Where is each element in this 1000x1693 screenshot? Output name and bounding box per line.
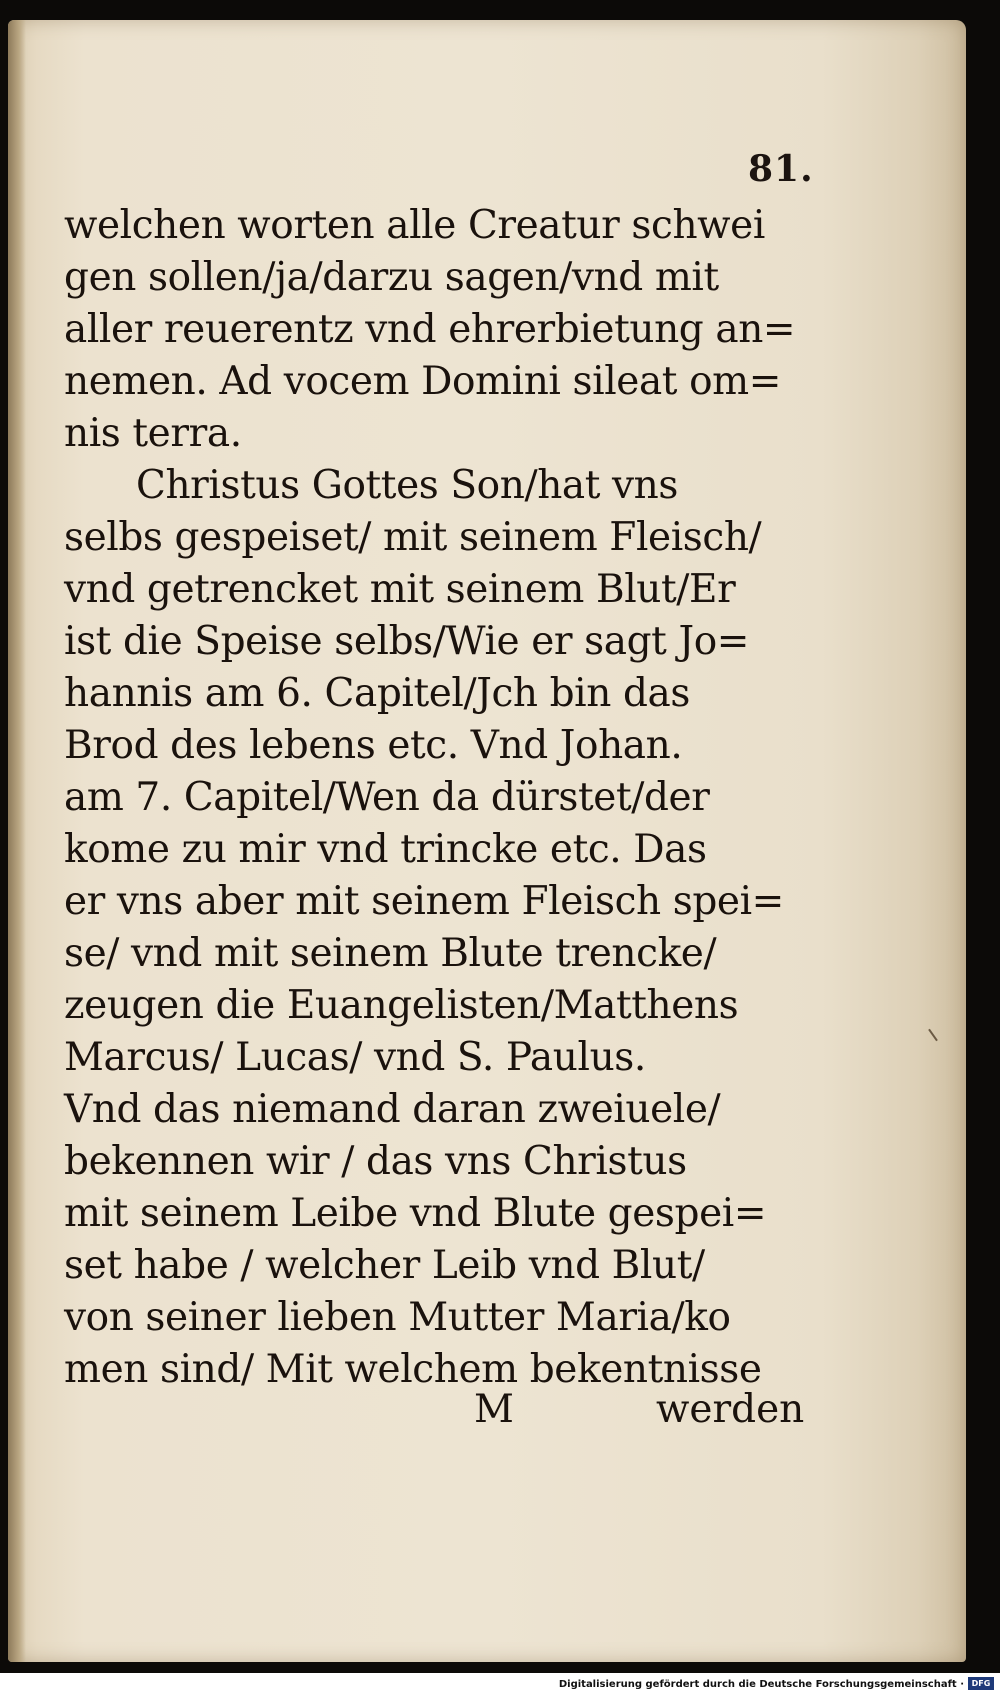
text-line: mit seinem Leibe vnd Blute gespei= <box>64 1191 767 1236</box>
text-line: er vns aber mit seinem Fleisch spei= <box>64 879 784 924</box>
text-line: men sind/ Mit welchem bekentnisse <box>64 1347 762 1392</box>
text-line: hannis am 6. Capitel/Jch bin das <box>64 671 690 716</box>
text-line: Brod des lebens etc. Vnd Johan. <box>64 723 683 768</box>
text-line: gen sollen/ja/darzu sagen/vnd mit <box>64 255 719 300</box>
text-line: set habe / welcher Leib vnd Blut/ <box>64 1243 705 1288</box>
folio-number: 81. <box>748 148 814 190</box>
footer-bar <box>0 1673 1000 1693</box>
text-line: kome zu mir vnd trincke etc. Das <box>64 827 707 872</box>
text-line: ist die Speise selbs/Wie er sagt Jo= <box>64 619 750 664</box>
text-line: zeugen die Euangelisten/Matthens <box>64 983 739 1028</box>
text-line: nemen. Ad vocem Domini sileat om= <box>64 359 782 404</box>
text-line: Vnd das niemand daran zweiuele/ <box>64 1087 721 1132</box>
digitization-credit: Digitalisierung gefördert durch die Deutsche Forschungsgemeinschaft · <box>558 1679 964 1690</box>
text-line: von seiner lieben Mutter Maria/ko <box>64 1295 731 1340</box>
page-gutter <box>8 20 26 1662</box>
catchword: werden <box>656 1387 805 1432</box>
text-line: bekennen wir / das vns Christus <box>64 1139 687 1184</box>
text-line: Marcus/ Lucas/ vnd S. Paulus. <box>64 1035 646 1080</box>
text-line: am 7. Capitel/Wen da dürstet/der <box>64 775 710 820</box>
catchword-line <box>64 1384 824 1436</box>
signature-mark: M <box>474 1387 514 1432</box>
text-line: selbs gespeiset/ mit seinem Fleisch/ <box>64 515 762 560</box>
book-page <box>8 20 966 1662</box>
text-line: welchen worten alle Creatur schwei <box>64 203 765 248</box>
text-line: aller reuerentz vnd ehrerbietung an= <box>64 307 796 352</box>
text-line: vnd getrencket mit seinem Blut/Er <box>64 567 736 612</box>
text-line: nis terra. <box>64 411 242 456</box>
paragraph-start-line: Christus Gottes Son/hat vns <box>136 463 679 508</box>
margin-mark <box>928 1029 938 1042</box>
dfg-logo: DFG <box>968 1677 994 1690</box>
text-block <box>64 200 824 1396</box>
text-line: se/ vnd mit seinem Blute trencke/ <box>64 931 717 976</box>
